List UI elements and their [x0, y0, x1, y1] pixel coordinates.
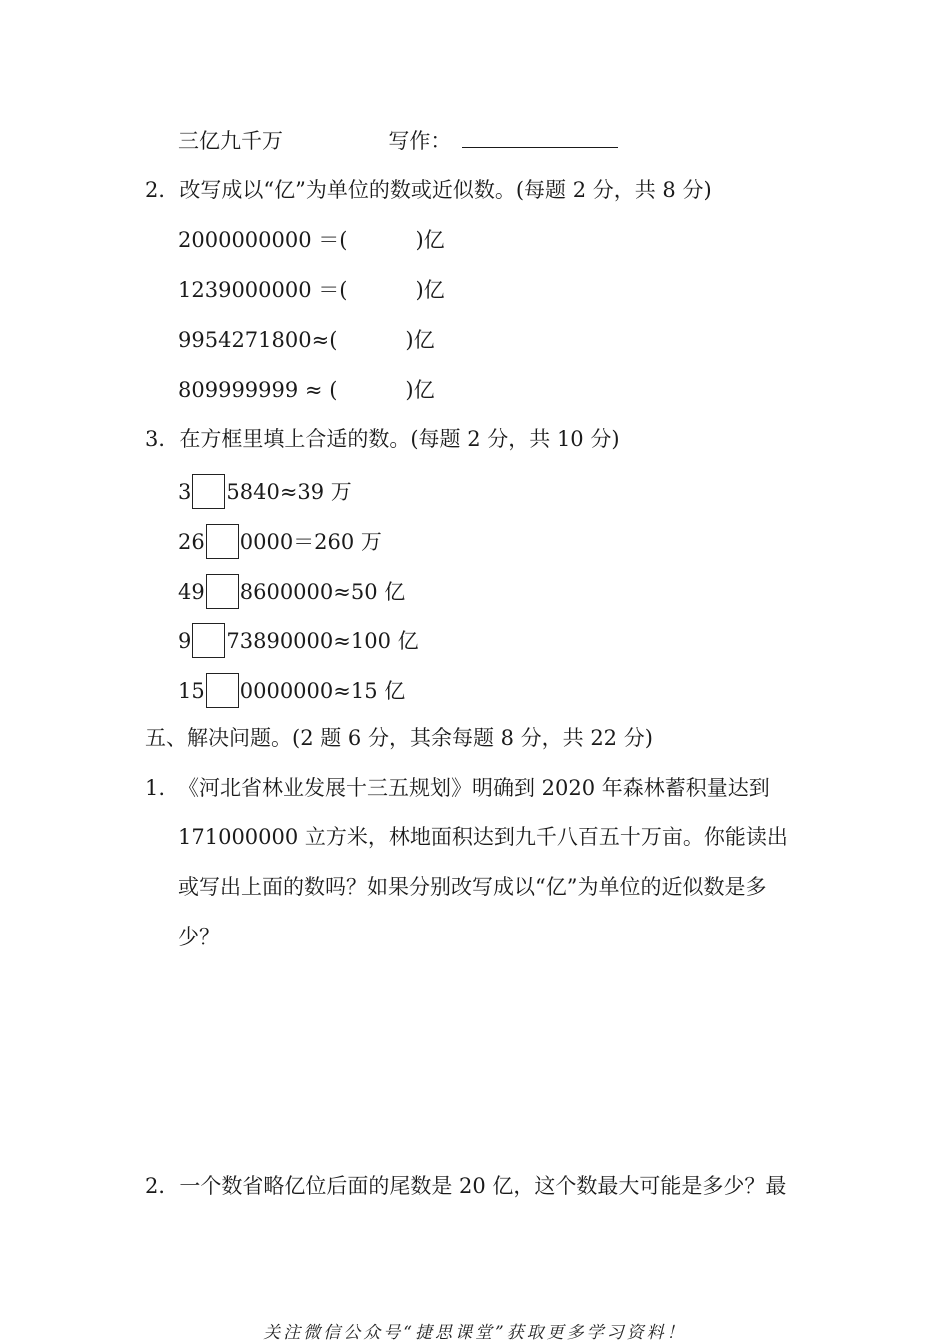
answer-box[interactable]	[192, 623, 225, 658]
q3-row-before: 3	[178, 480, 192, 504]
q3-row	[178, 526, 382, 561]
write-item-text: 三亿九千万	[178, 129, 283, 153]
problem1-line: 或写出上面的数吗？如果分别改写成以“亿”为单位的近似数是多	[178, 875, 767, 899]
q3-row-after: 8600000≈50 亿	[239, 580, 406, 604]
section5-heading: 五、解决问题。(2 题 6 分，其余每题 8 分，共 22 分)	[145, 726, 653, 750]
problem1-line: 少？	[178, 925, 220, 949]
q3-row	[178, 625, 419, 660]
answer-box[interactable]	[192, 474, 225, 509]
q2-row	[178, 227, 445, 253]
q3-row	[178, 476, 352, 511]
q2-row	[178, 327, 435, 353]
q2-row-right: )亿	[405, 378, 435, 402]
q2-row	[178, 277, 445, 303]
q2-row-left: 9954271800≈(	[178, 328, 338, 352]
q3-row-after: 73890000≈100 亿	[226, 629, 419, 653]
q2-row-left: 809999999 ≈ (	[178, 378, 338, 402]
q3-row-before: 26	[178, 530, 205, 554]
problem1-line: 《河北省林业发展十三五规划》明确到 2020 年森林蓄积量达到	[178, 776, 770, 800]
write-label: 写作：	[388, 129, 452, 153]
footer-notice: 关注微信公众号“捷思课堂”获取更多学习资料！	[263, 1323, 687, 1343]
q3-row-before: 49	[178, 580, 205, 604]
q2-row	[178, 377, 435, 403]
q2-row-right: )亿	[415, 278, 445, 302]
q3-row-before: 15	[178, 679, 205, 703]
q2-heading: 2．改写成以“亿”为单位的数或近似数。(每题 2 分，共 8 分)	[145, 178, 712, 202]
answer-box[interactable]	[206, 673, 239, 708]
q3-row	[178, 675, 405, 710]
q2-row-left: 1239000000 ＝(	[178, 278, 348, 302]
answer-box[interactable]	[206, 574, 239, 609]
q3-row	[178, 576, 405, 611]
problem2-text: 2．一个数省略亿位后面的尾数是 20 亿，这个数最大可能是多少？最	[145, 1174, 787, 1198]
answer-box[interactable]	[206, 524, 239, 559]
q3-row-before: 9	[178, 629, 192, 653]
q2-row-right: )亿	[405, 328, 435, 352]
problem1-number: 1.	[145, 776, 166, 800]
q2-row-left: 2000000000 ＝(	[178, 228, 348, 252]
problem1-line: 171000000 立方米，林地面积达到九千八百五十万亩。你能读出	[178, 825, 788, 849]
q3-row-after: 0000＝260 万	[239, 530, 382, 554]
q2-row-right: )亿	[415, 228, 445, 252]
q3-row-after: 0000000≈15 亿	[239, 679, 406, 703]
q3-row-after: 5840≈39 万	[226, 480, 352, 504]
q3-heading: 3．在方框里填上合适的数。(每题 2 分，共 10 分)	[145, 427, 620, 451]
write-item	[178, 128, 618, 154]
answer-blank-line[interactable]	[462, 129, 618, 148]
